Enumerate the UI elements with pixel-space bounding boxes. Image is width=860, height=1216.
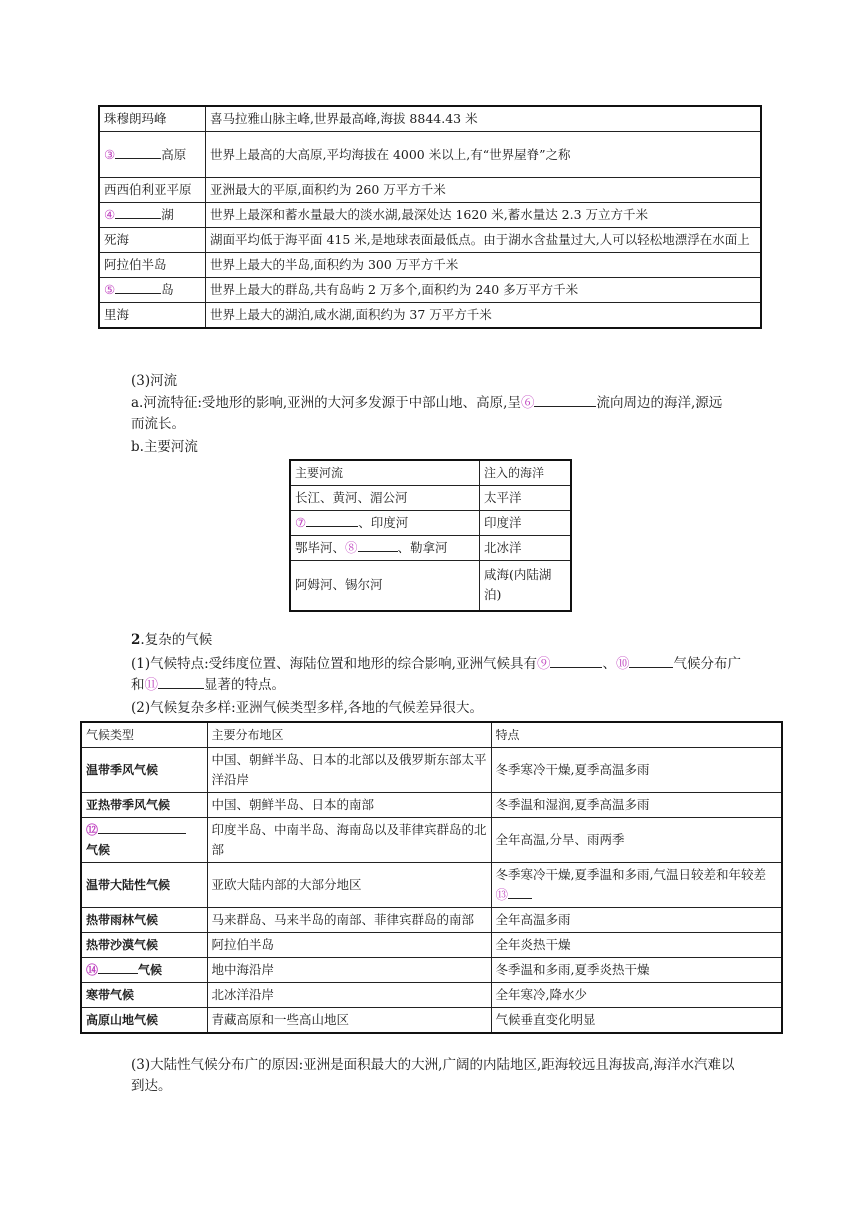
paragraph-text: (1)气候特点:受纬度位置、海陆位置和地形的综合影响,亚洲气候具有 — [131, 656, 537, 672]
table-row — [99, 132, 761, 178]
table-row — [81, 933, 782, 958]
climate-type: 寒带气候 — [81, 983, 207, 1008]
section-title: .复杂的气候 — [140, 632, 213, 648]
ocean-name: 北冰洋 — [480, 536, 572, 561]
table-row — [81, 793, 782, 818]
distribution-area: 马来群岛、马来半岛的南部、菲律宾群岛的南部 — [207, 908, 491, 933]
distribution-area: 北冰洋沿岸 — [207, 983, 491, 1008]
distribution-area: 印度半岛、中南半岛、海南岛以及菲律宾群岛的北部 — [207, 818, 491, 863]
fill-blank — [629, 655, 673, 668]
table-row — [81, 818, 782, 863]
distribution-area: 地中海沿岸 — [207, 958, 491, 983]
climate-type-suffix: 气候 — [138, 963, 163, 977]
table-header-row — [290, 460, 571, 486]
landform-suffix: 岛 — [161, 282, 174, 297]
landform-table — [98, 105, 762, 329]
fill-blank — [98, 821, 186, 834]
climate-table — [80, 721, 783, 1034]
river-table — [289, 459, 572, 612]
landform-name: 死海 — [99, 228, 206, 253]
blank-number: ④ — [104, 207, 116, 222]
fill-blank — [358, 539, 398, 552]
climate-type: 热带沙漠气候 — [81, 933, 207, 958]
fill-blank — [158, 676, 204, 689]
table-row — [290, 511, 571, 536]
landform-name: 珠穆朗玛峰 — [99, 106, 206, 132]
landform-name-blank — [99, 203, 206, 228]
table-row — [99, 178, 761, 203]
paragraph-text: 、 — [602, 656, 616, 672]
climate-feature: 全年高温多雨 — [491, 908, 782, 933]
blank-number: ⑨ — [536, 656, 551, 672]
landform-name-blank — [99, 278, 206, 303]
table-row — [81, 983, 782, 1008]
climate-type: 温带季风气候 — [81, 748, 207, 793]
climate-feature-text: 冬季寒冷干燥,夏季温和多雨,气温日较差和年较差 — [495, 867, 766, 882]
paragraph-text: 显著的特点。 — [204, 677, 285, 693]
blank-number: ⑧ — [345, 540, 358, 555]
main-rivers-heading: b.主要河流 — [131, 439, 198, 455]
table-row — [99, 278, 761, 303]
table-row — [81, 748, 782, 793]
landform-suffix: 湖 — [161, 207, 174, 222]
climate-type: 热带雨林气候 — [81, 908, 207, 933]
blank-number: ⑥ — [520, 395, 535, 411]
ocean-name: 印度洋 — [480, 511, 572, 536]
table-row — [99, 303, 761, 329]
landform-desc: 喜马拉雅山脉主峰,世界最高峰,海拔 8844.43 米 — [206, 106, 762, 132]
river-name-text: 鄂毕河、 — [295, 540, 346, 555]
fill-blank — [508, 886, 532, 899]
blank-number: ⑭ — [86, 963, 99, 977]
river-name-text: 、勒拿河 — [397, 540, 448, 555]
climate-type-blank — [81, 958, 207, 983]
fill-blank — [115, 281, 161, 294]
section-number: 2 — [131, 632, 141, 648]
distribution-area: 亚欧大陆内部的大部分地区 — [207, 863, 491, 908]
climate-feature: 冬季寒冷干燥,夏季高温多雨 — [491, 748, 782, 793]
river-names — [290, 536, 480, 561]
river-feature-paragraph — [131, 393, 731, 435]
landform-desc: 湖面平均低于海平面 415 米,是地球表面最低点。由于湖水含盐量过大,人可以轻松地漂浮在水面上 — [206, 228, 762, 253]
table-row — [290, 561, 571, 611]
blank-number: ⑪ — [144, 677, 158, 693]
column-header: 气候类型 — [81, 722, 207, 748]
climate-type: 亚热带季风气候 — [81, 793, 207, 818]
river-name-text: 、印度河 — [358, 515, 409, 530]
rivers-heading: (3)河流 — [131, 373, 178, 389]
blank-number: ⑩ — [615, 656, 630, 672]
ocean-name: 太平洋 — [480, 486, 572, 511]
table-row — [81, 863, 782, 908]
climate-section-title — [131, 630, 212, 651]
blank-number: ⑦ — [295, 515, 307, 530]
blank-number: ⑫ — [86, 823, 99, 837]
landform-name-blank — [99, 132, 206, 178]
climate-feature: 气候垂直变化明显 — [491, 1008, 782, 1034]
distribution-area: 中国、朝鲜半岛、日本的南部 — [207, 793, 491, 818]
fill-blank — [98, 961, 138, 974]
landform-name: 里海 — [99, 303, 206, 329]
table-row — [99, 253, 761, 278]
table-row — [99, 228, 761, 253]
blank-number: ⑬ — [495, 887, 509, 902]
table-row — [99, 203, 761, 228]
climate-feature — [491, 863, 782, 908]
landform-desc: 世界上最高的大高原,平均海拔在 4000 米以上,有“世界屋脊”之称 — [206, 132, 762, 178]
column-header: 主要分布地区 — [207, 722, 491, 748]
landform-desc: 世界上最大的半岛,面积约为 300 万平方千米 — [206, 253, 762, 278]
table-row — [290, 536, 571, 561]
landform-desc: 世界上最大的湖泊,咸水湖,面积约为 37 万平方千米 — [206, 303, 762, 329]
climate-feature: 冬季温和湿润,夏季高温多雨 — [491, 793, 782, 818]
river-names: 长江、黄河、湄公河 — [290, 486, 480, 511]
table-row — [99, 106, 761, 132]
fill-blank — [115, 206, 161, 219]
column-header: 注入的海洋 — [480, 460, 572, 486]
climate-feature: 全年炎热干燥 — [491, 933, 782, 958]
climate-type-suffix: 气候 — [86, 843, 111, 857]
landform-name: 阿拉伯半岛 — [99, 253, 206, 278]
river-names — [290, 511, 480, 536]
climate-features-paragraph — [131, 654, 741, 696]
blank-number: ⑤ — [104, 282, 116, 297]
landform-desc: 亚洲最大的平原,面积约为 260 万平方千米 — [206, 178, 762, 203]
column-header: 特点 — [491, 722, 782, 748]
table-row — [81, 1008, 782, 1034]
table-header-row — [81, 722, 782, 748]
climate-type: 温带大陆性气候 — [81, 863, 207, 908]
distribution-area: 中国、朝鲜半岛、日本的北部以及俄罗斯东部太平洋沿岸 — [207, 748, 491, 793]
fill-blank — [115, 146, 161, 159]
fill-blank — [306, 514, 358, 527]
landform-suffix: 高原 — [161, 146, 187, 162]
climate-feature: 全年高温,分旱、雨两季 — [491, 818, 782, 863]
fill-blank — [550, 655, 602, 668]
landform-name: 西西伯利亚平原 — [99, 178, 206, 203]
continental-climate-reason: (3)大陆性气候分布广的原因:亚洲是面积最大的大洲,广阔的内陆地区,距海较远且海拔高,海洋水汽难以到达。 — [131, 1057, 735, 1094]
ocean-name: 咸海(内陆湖泊) — [480, 561, 572, 611]
landform-desc: 世界上最深和蓄水量最大的淡水湖,最深处达 1620 米,蓄水量达 2.3 万立方千米 — [206, 203, 762, 228]
blank-number: ③ — [104, 146, 116, 162]
climate-feature: 全年寒冷,降水少 — [491, 983, 782, 1008]
river-names: 阿姆河、锡尔河 — [290, 561, 480, 611]
table-row — [290, 486, 571, 511]
table-row — [81, 958, 782, 983]
river-feature-text: a.河流特征:受地形的影响,亚洲的大河多发源于中部山地、高原,呈 — [131, 395, 521, 411]
landform-desc: 世界上最大的群岛,共有岛屿 2 万多个,面积约为 240 多万平方千米 — [206, 278, 762, 303]
column-header: 主要河流 — [290, 460, 480, 486]
distribution-area: 青藏高原和一些高山地区 — [207, 1008, 491, 1034]
climate-type: 高原山地气候 — [81, 1008, 207, 1034]
fill-blank — [534, 394, 596, 407]
climate-feature: 冬季温和多雨,夏季炎热干燥 — [491, 958, 782, 983]
distribution-area: 阿拉伯半岛 — [207, 933, 491, 958]
climate-type-blank — [81, 818, 207, 863]
table-row — [81, 908, 782, 933]
river-feature-text: 流向周边的海洋,源远而流长。 — [131, 395, 723, 432]
climate-diversity-paragraph: (2)气候复杂多样:亚洲气候类型多样,各地的气候差异很大。 — [131, 700, 483, 716]
paragraph-text: 气候分布广和 — [131, 656, 741, 693]
